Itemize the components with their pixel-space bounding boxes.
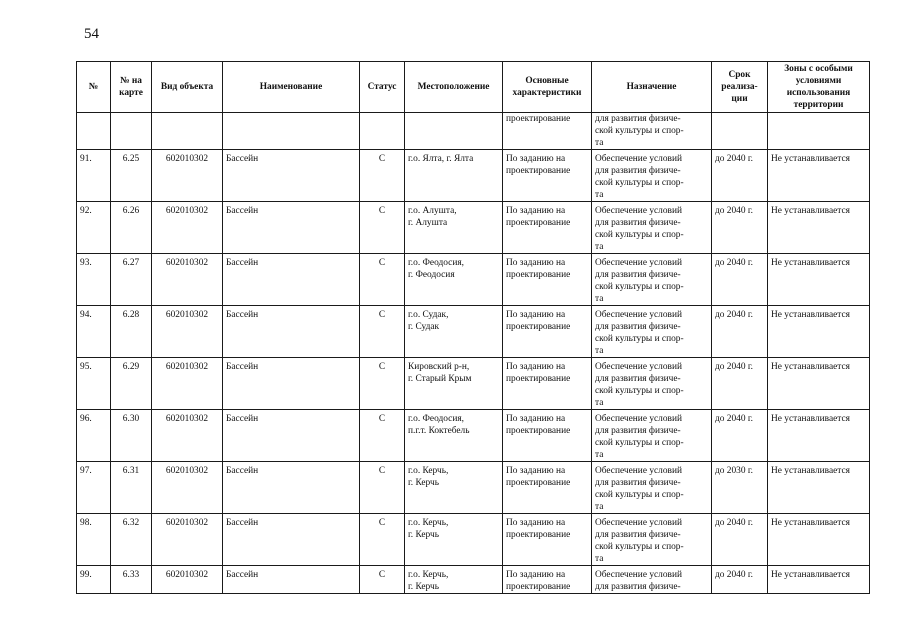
table-row bbox=[77, 254, 870, 306]
cell-type: 602010302 bbox=[152, 150, 223, 202]
table-row bbox=[77, 202, 870, 254]
cell-zones: Не устанавливается bbox=[768, 410, 870, 462]
header-status: Статус bbox=[360, 62, 405, 113]
cell-status: С bbox=[360, 150, 405, 202]
cell-purpose: Обеспечение условий для развития физиче- ской культуры и спор- та bbox=[592, 410, 712, 462]
page-number: 54 bbox=[84, 26, 99, 42]
cell-characteristics: По заданию на проектирование bbox=[503, 514, 592, 566]
cell-characteristics: По заданию на проектирование bbox=[503, 566, 592, 594]
cell-location: г.о. Керчь, г. Керчь bbox=[405, 514, 503, 566]
cell-location: г.о. Керчь, г. Керчь bbox=[405, 462, 503, 514]
header-term: Срок реализа-ции bbox=[712, 62, 768, 113]
cell-type bbox=[152, 113, 223, 150]
cell-zones: Не устанавливается bbox=[768, 202, 870, 254]
cell-characteristics: По заданию на проектирование bbox=[503, 462, 592, 514]
cell-term: до 2040 г. bbox=[712, 566, 768, 594]
cell-type: 602010302 bbox=[152, 306, 223, 358]
cell-purpose: для развития физиче- ской культуры и спор- та bbox=[592, 113, 712, 150]
cell-status: С bbox=[360, 358, 405, 410]
cell-zones: Не устанавливается bbox=[768, 150, 870, 202]
cell-name: Бассейн bbox=[223, 150, 360, 202]
header-num: № bbox=[77, 62, 111, 113]
cell-status: С bbox=[360, 566, 405, 594]
cell-type: 602010302 bbox=[152, 358, 223, 410]
cell-term: до 2040 г. bbox=[712, 514, 768, 566]
cell-map: 6.25 bbox=[111, 150, 152, 202]
cell-location bbox=[405, 113, 503, 150]
header-zones: Зоны с особыми условиями использования территории bbox=[768, 62, 870, 113]
cell-location: г.о. Керчь, г. Керчь bbox=[405, 566, 503, 594]
cell-status: С bbox=[360, 462, 405, 514]
cell-status: С bbox=[360, 306, 405, 358]
cell-type: 602010302 bbox=[152, 254, 223, 306]
cell-name: Бассейн bbox=[223, 410, 360, 462]
cell-term: до 2040 г. bbox=[712, 358, 768, 410]
objects-table bbox=[76, 61, 870, 594]
cell-zones: Не устанавливается bbox=[768, 306, 870, 358]
cell-name: Бассейн bbox=[223, 358, 360, 410]
cell-term: до 2040 г. bbox=[712, 202, 768, 254]
cell-purpose: Обеспечение условий для развития физиче- ской культуры и спор- та bbox=[592, 254, 712, 306]
cell-purpose: Обеспечение условий для развития физиче- ской культуры и спор- та bbox=[592, 358, 712, 410]
cell-purpose: Обеспечение условий для развития физиче- ской культуры и спор- та bbox=[592, 306, 712, 358]
cell-purpose: Обеспечение условий для развития физиче- ской культуры и спор- та bbox=[592, 202, 712, 254]
cell-term: до 2030 г. bbox=[712, 462, 768, 514]
cell-name: Бассейн bbox=[223, 514, 360, 566]
cell-zones: Не устанавливается bbox=[768, 254, 870, 306]
cell-term: до 2040 г. bbox=[712, 254, 768, 306]
cell-type: 602010302 bbox=[152, 566, 223, 594]
cell-location: Кировский р-н, г. Старый Крым bbox=[405, 358, 503, 410]
header-characteristics: Основные характеристики bbox=[503, 62, 592, 113]
table-row bbox=[77, 306, 870, 358]
cell-num: 94. bbox=[77, 306, 111, 358]
cell-term bbox=[712, 113, 768, 150]
table-row bbox=[77, 410, 870, 462]
cell-map: 6.26 bbox=[111, 202, 152, 254]
table-row bbox=[77, 358, 870, 410]
header-row bbox=[77, 62, 870, 113]
cell-num: 91. bbox=[77, 150, 111, 202]
cell-status: С bbox=[360, 514, 405, 566]
cell-map: 6.27 bbox=[111, 254, 152, 306]
cell-map: 6.29 bbox=[111, 358, 152, 410]
cell-num: 99. bbox=[77, 566, 111, 594]
cell-characteristics: По заданию на проектирование bbox=[503, 410, 592, 462]
cell-num: 98. bbox=[77, 514, 111, 566]
cell-term: до 2040 г. bbox=[712, 306, 768, 358]
cell-purpose: Обеспечение условий для развития физиче- ской культуры и спор- та bbox=[592, 462, 712, 514]
cell-characteristics: По заданию на проектирование bbox=[503, 202, 592, 254]
table-row bbox=[77, 514, 870, 566]
cell-num: 92. bbox=[77, 202, 111, 254]
cell-type: 602010302 bbox=[152, 202, 223, 254]
cell-location: г.о. Судак, г. Судак bbox=[405, 306, 503, 358]
cell-zones: Не устанавливается bbox=[768, 462, 870, 514]
header-location: Местоположение bbox=[405, 62, 503, 113]
cell-map: 6.32 bbox=[111, 514, 152, 566]
cell-name: Бассейн bbox=[223, 254, 360, 306]
cell-characteristics: По заданию на проектирование bbox=[503, 358, 592, 410]
cell-location: г.о. Феодосия, п.г.т. Коктебель bbox=[405, 410, 503, 462]
cell-status: С bbox=[360, 254, 405, 306]
cell-location: г.о. Ялта, г. Ялта bbox=[405, 150, 503, 202]
cell-type: 602010302 bbox=[152, 514, 223, 566]
cell-type: 602010302 bbox=[152, 462, 223, 514]
cell-name: Бассейн bbox=[223, 462, 360, 514]
cell-location: г.о. Алушта, г. Алушта bbox=[405, 202, 503, 254]
cell-num: 96. bbox=[77, 410, 111, 462]
cell-zones bbox=[768, 113, 870, 150]
cell-characteristics: По заданию на проектирование bbox=[503, 150, 592, 202]
cell-name: Бассейн bbox=[223, 202, 360, 254]
cell-purpose: Обеспечение условий для развития физиче- bbox=[592, 566, 712, 594]
cell-status bbox=[360, 113, 405, 150]
table-row bbox=[77, 462, 870, 514]
cell-location: г.о. Феодосия, г. Феодосия bbox=[405, 254, 503, 306]
cell-zones: Не устанавливается bbox=[768, 566, 870, 594]
cell-map: 6.30 bbox=[111, 410, 152, 462]
cell-map bbox=[111, 113, 152, 150]
cell-term: до 2040 г. bbox=[712, 410, 768, 462]
cell-name bbox=[223, 113, 360, 150]
cell-purpose: Обеспечение условий для развития физиче- ской культуры и спор- та bbox=[592, 150, 712, 202]
cell-num: 97. bbox=[77, 462, 111, 514]
header-object-type: Вид объекта bbox=[152, 62, 223, 113]
cell-zones: Не устанавливается bbox=[768, 514, 870, 566]
table-row bbox=[77, 150, 870, 202]
cell-characteristics: проектирование bbox=[503, 113, 592, 150]
cell-characteristics: По заданию на проектирование bbox=[503, 254, 592, 306]
table-row bbox=[77, 566, 870, 594]
header-map-num: № на карте bbox=[111, 62, 152, 113]
cell-map: 6.33 bbox=[111, 566, 152, 594]
cell-type: 602010302 bbox=[152, 410, 223, 462]
cell-num bbox=[77, 113, 111, 150]
cell-map: 6.28 bbox=[111, 306, 152, 358]
cell-num: 93. bbox=[77, 254, 111, 306]
cell-name: Бассейн bbox=[223, 306, 360, 358]
cell-status: С bbox=[360, 202, 405, 254]
cell-num: 95. bbox=[77, 358, 111, 410]
header-purpose: Назначение bbox=[592, 62, 712, 113]
continuation-row bbox=[77, 113, 870, 150]
cell-purpose: Обеспечение условий для развития физиче- ской культуры и спор- та bbox=[592, 514, 712, 566]
cell-term: до 2040 г. bbox=[712, 150, 768, 202]
cell-zones: Не устанавливается bbox=[768, 358, 870, 410]
cell-name: Бассейн bbox=[223, 566, 360, 594]
cell-characteristics: По заданию на проектирование bbox=[503, 306, 592, 358]
cell-status: С bbox=[360, 410, 405, 462]
header-name: Наименование bbox=[223, 62, 360, 113]
cell-map: 6.31 bbox=[111, 462, 152, 514]
